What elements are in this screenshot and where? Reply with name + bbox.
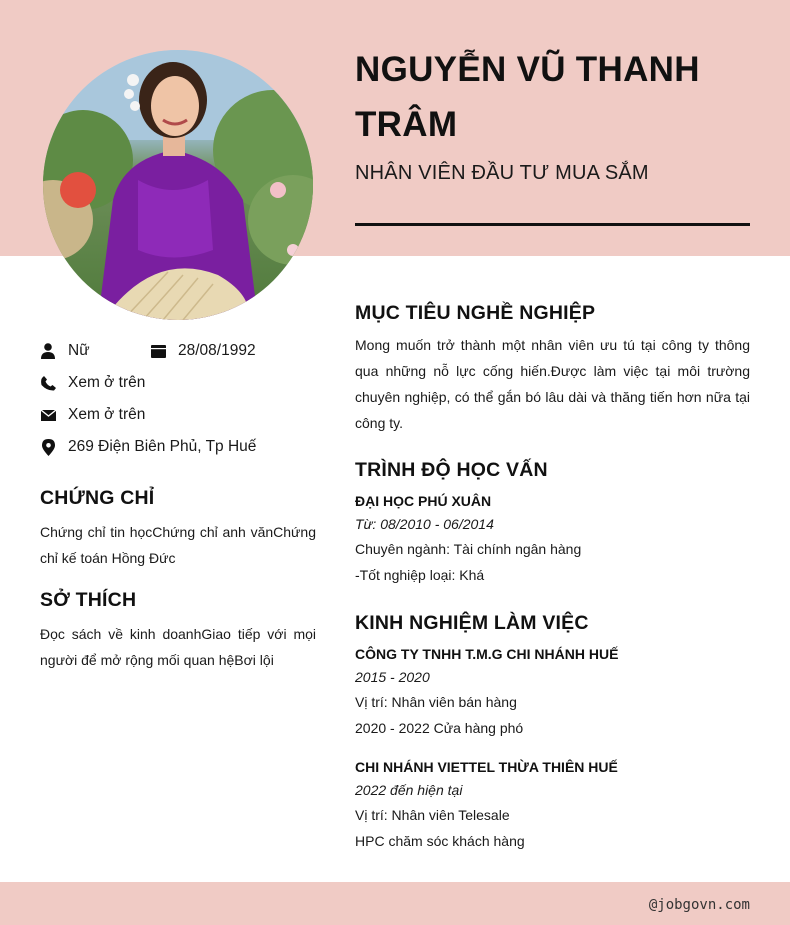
gender-row <box>40 342 90 360</box>
phone-value: Xem ở trên <box>68 374 146 391</box>
job-company: CHI NHÁNH VIETTEL THỪA THIÊN HUẾ <box>355 759 618 775</box>
candidate-name: NGUYỄN VŨ THANH TRÂM <box>355 50 700 144</box>
profile-photo <box>43 50 313 320</box>
certificates-heading: CHỨNG CHỈ <box>40 487 155 509</box>
job-company: CÔNG TY TNHH T.M.G CHI NHÁNH HUẾ <box>355 646 619 662</box>
footer-watermark: @jobgovn.com <box>648 897 750 913</box>
job-detail: 2020 - 2022 Cửa hàng phó <box>355 720 524 736</box>
email-row <box>40 406 145 424</box>
education-grade: -Tốt nghiệp loại: Khá <box>355 567 485 583</box>
envelope-icon <box>40 407 56 423</box>
education-period: Từ: 08/2010 - 06/2014 <box>355 516 494 532</box>
objective-text: Mong muốn trở thành một nhân viên ưu tú tại công ty thông qua những nỗ lực cống hiến.Được làm việc tại môi trường chuyên nghiệp, có thể gắn bó lâu dài và thăng tiến hơn nữa tại công ty. <box>355 337 750 431</box>
job-detail: Vị trí: Nhân viên Telesale <box>355 807 510 823</box>
experience-heading: KINH NGHIỆM LÀM VIỆC <box>355 612 589 634</box>
address-value: 269 Điện Biên Phủ, Tp Huế <box>68 438 257 455</box>
person-icon <box>40 343 56 359</box>
hobbies-heading: SỞ THÍCH <box>40 589 137 611</box>
education-heading: TRÌNH ĐỘ HỌC VẤN <box>355 459 548 481</box>
birthday-value: 28/08/1992 <box>178 342 256 359</box>
job-detail: HPC chăm sóc khách hàng <box>355 833 525 849</box>
job-period: 2022 đến hiện tại <box>355 782 463 798</box>
phone-row <box>40 374 145 392</box>
job-title: NHÂN VIÊN ĐẦU TƯ MUA SẮM <box>355 162 649 184</box>
education-major: Chuyên ngành: Tài chính ngân hàng <box>355 541 582 557</box>
header-divider <box>355 223 750 226</box>
gender-value: Nữ <box>68 342 90 359</box>
birthday-row <box>150 342 256 360</box>
job-period: 2015 - 2020 <box>355 669 430 685</box>
objective-heading: MỤC TIÊU NGHỀ NGHIỆP <box>355 302 596 324</box>
certificates-text: Chứng chỉ tin họcChứng chỉ anh vănChứng chỉ kế toán Hồng Đức <box>40 524 316 566</box>
phone-icon <box>40 375 56 391</box>
school-name: ĐẠI HỌC PHÚ XUÂN <box>355 493 492 509</box>
job-detail: Vị trí: Nhân viên bán hàng <box>355 694 517 710</box>
hobbies-text: Đọc sách về kinh doanhGiao tiếp với mọi người để mở rộng mối quan hệBơi lội <box>40 626 316 668</box>
address-row <box>40 438 256 456</box>
calendar-icon <box>150 343 166 359</box>
map-pin-icon <box>40 439 56 455</box>
email-value: Xem ở trên <box>68 406 146 423</box>
